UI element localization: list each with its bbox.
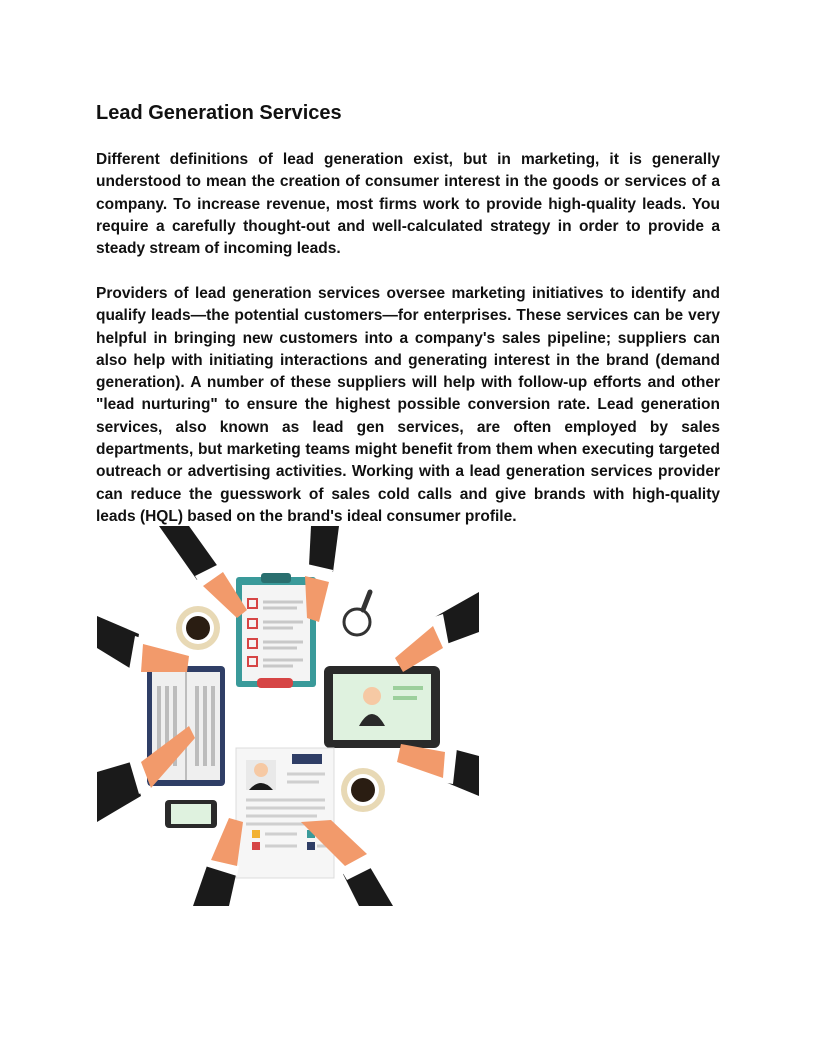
hand-pointing-icon <box>395 592 479 672</box>
lead-generation-illustration <box>97 526 479 906</box>
paragraph-providers: Providers of lead generation services oversee marketing initiatives to identify and qualify leads—the potential customers—for enterprises. These services can be very helpful in bringing new customers into a company's sales pipeline; suppliers can also help with initiating interactions and generating interest in the brand (demand generation). A number of these suppliers will help with follow-up efforts and other "lead nurturing" to ensure the highest possible conversion rate. Lead generation services, also known as lead gen services, are often employed by sales departments, but marketing teams might benefit from them when executing targeted outreach or advertising activities. Working with a lead generation services provider can reduce the guesswork of sales cold calls and give brands with high-quality leads (HQL) based on the brand's ideal consumer profile. <box>96 285 720 525</box>
paragraph-intro: Different definitions of lead generation exist, but in marketing, it is generally understood to mean the creation of consumer interest in the goods or services of a company. To increase revenue, most firms work to provide high-quality leads. You require a carefully thought-out and well-calculated strategy in order to provide a steady stream of incoming leads. <box>96 151 720 258</box>
hand-pointing-icon <box>397 744 479 796</box>
smartphone-icon <box>165 800 217 828</box>
magnifier-icon <box>344 592 370 635</box>
hand-pointing-icon <box>97 616 189 674</box>
resume-document-icon <box>236 748 334 878</box>
coffee-cup-icon <box>176 606 220 650</box>
hand-pointing-icon <box>193 818 243 906</box>
coffee-cup-icon <box>341 768 385 812</box>
clipboard-checklist-icon <box>236 573 316 688</box>
tablet-profile-icon <box>324 666 440 748</box>
hand-pointing-icon <box>305 526 339 622</box>
hand-pointing-icon <box>159 526 247 618</box>
page-title: Lead Generation Services <box>96 102 342 124</box>
